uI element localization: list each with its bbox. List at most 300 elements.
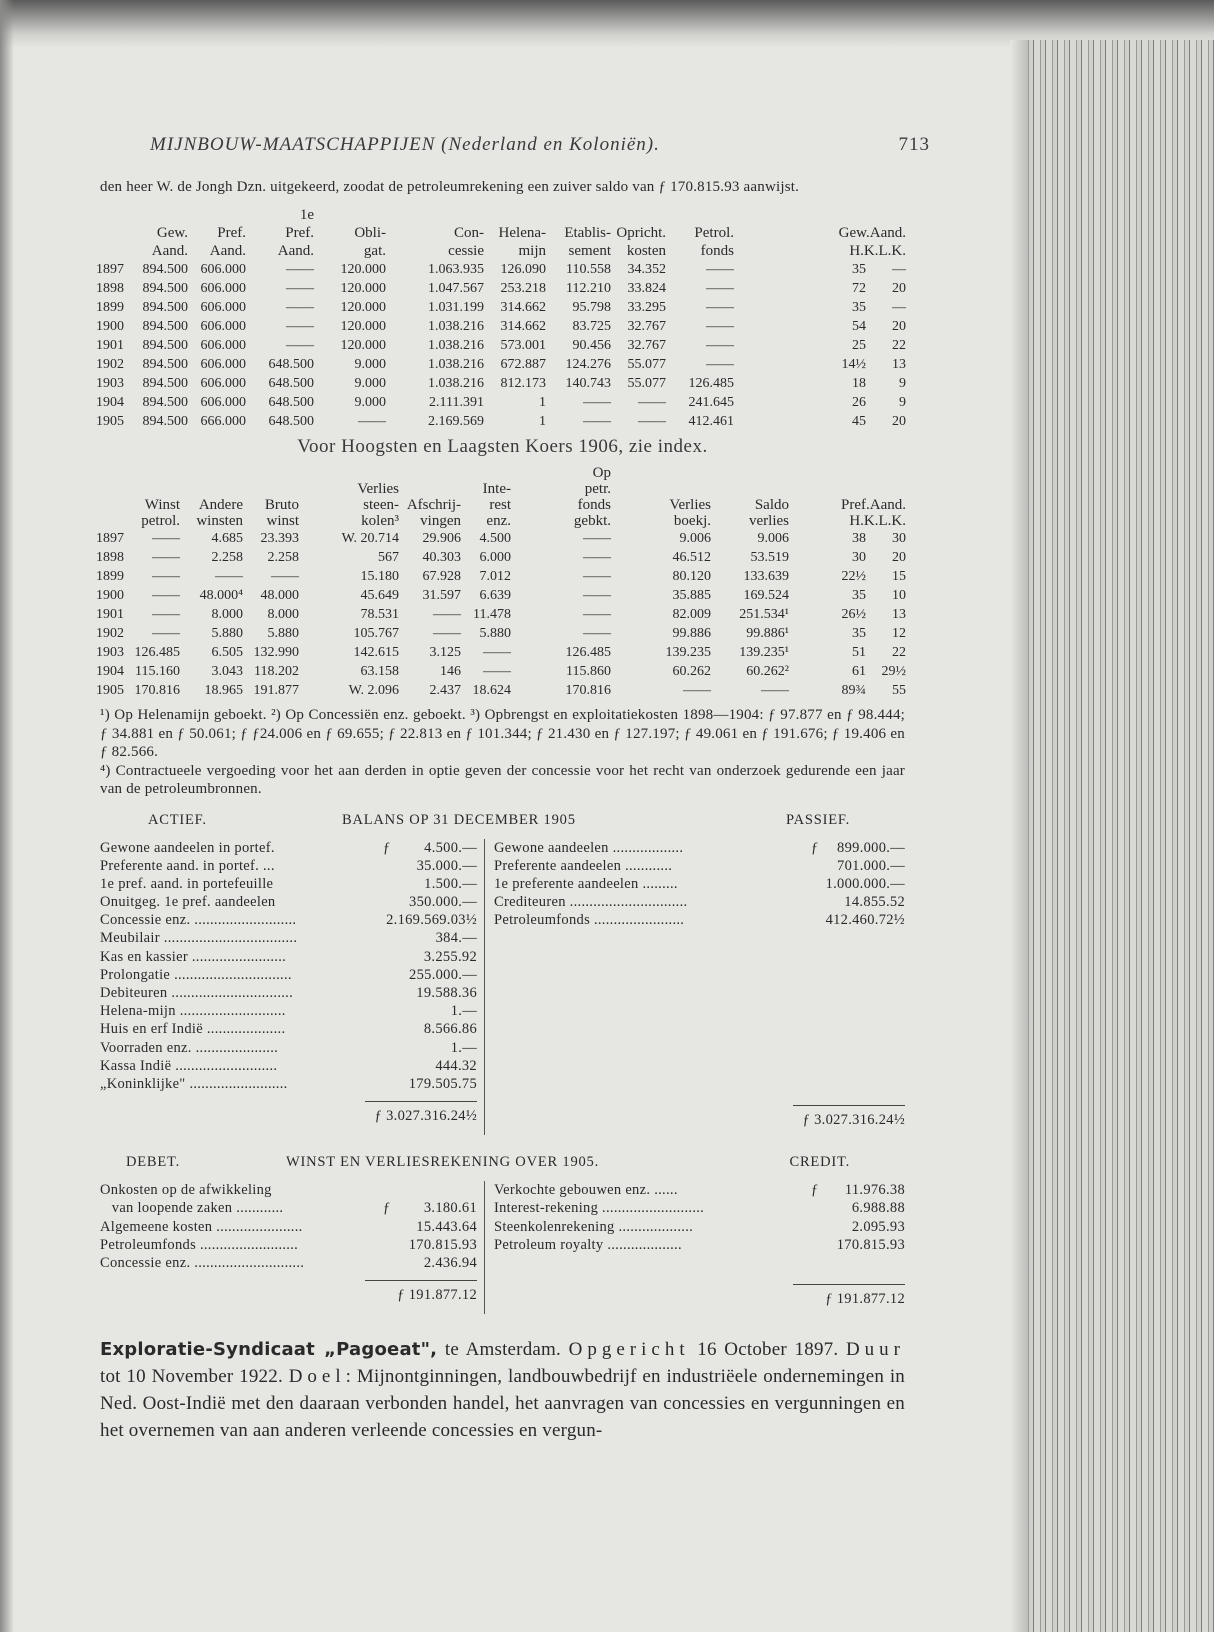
- account-line: [494, 875, 905, 893]
- table-cell: ——: [706, 357, 734, 372]
- account-line: [494, 1236, 905, 1254]
- table-cell: 55.077: [627, 376, 666, 391]
- florin-sign: [811, 857, 825, 875]
- spacer: [704, 1199, 811, 1217]
- actief-label: ACTIEF.: [148, 811, 207, 828]
- table-row: [96, 548, 906, 567]
- table-cell: ——: [583, 414, 611, 429]
- column-header: Verlies steen- kolen³: [357, 481, 399, 529]
- table-cell: 666.000: [200, 414, 246, 429]
- table-cell: 46.512: [672, 550, 711, 565]
- table-cell: 8.000: [267, 607, 299, 622]
- table-cell: 3.043: [211, 664, 243, 679]
- account-label: 1e pref. aand. in portefeuille: [100, 875, 274, 892]
- table-cell: 606.000: [200, 262, 246, 277]
- table-cell: 29.906: [422, 531, 461, 546]
- table-cell: 6.000: [479, 550, 511, 565]
- spacer: [283, 1199, 383, 1217]
- account-amount: 2.095.93: [851, 1218, 905, 1235]
- florin-sign: [372, 911, 386, 929]
- table-cell: 606.000: [200, 281, 246, 296]
- column-header: Saldo verlies: [749, 497, 789, 529]
- table-cell: 126.090: [500, 262, 546, 277]
- table-cell: ——: [583, 569, 611, 584]
- table-cell: 12: [892, 626, 906, 641]
- table-cell: 2.111.391: [429, 395, 484, 410]
- table-cell: 126.485: [134, 645, 180, 660]
- account-label: Preferente aand. in portef. ...: [100, 857, 275, 874]
- table-cell: ——: [706, 300, 734, 315]
- table-cell: 132.990: [253, 645, 299, 660]
- spacer: [684, 911, 811, 929]
- account-line: [100, 948, 477, 966]
- year-cell: 1898: [96, 550, 124, 565]
- table-cell: 35: [852, 300, 866, 315]
- account-amount: 19.588.36: [416, 985, 477, 1001]
- year-cell: 1901: [96, 338, 124, 353]
- table-cell: ——: [638, 414, 666, 429]
- account-label: Gewone aandeelen ..................: [494, 839, 684, 856]
- column-header: Con- cessie: [448, 225, 484, 259]
- account-label: van loopende zaken ............: [100, 1200, 284, 1217]
- debet-list: [100, 1181, 485, 1272]
- table-cell: 894.500: [142, 395, 188, 410]
- account-line: [100, 1181, 477, 1199]
- table-cell: ——: [638, 395, 666, 410]
- account-line: [100, 911, 477, 929]
- table-cell: 60.262²: [746, 664, 789, 679]
- florin-sign: [383, 1254, 397, 1272]
- running-header: [150, 134, 930, 156]
- table-cell: 45.649: [360, 588, 399, 603]
- florin-sign: [383, 1236, 397, 1254]
- florin-sign: [383, 857, 397, 875]
- table-cell: 30: [892, 531, 906, 546]
- year-cell: 1904: [96, 664, 124, 679]
- account-line: [100, 1039, 477, 1057]
- table-cell: ——: [286, 262, 314, 277]
- account-amount: 4.500.—: [424, 839, 477, 856]
- table-cell: ——: [271, 569, 299, 584]
- table-cell: 314.662: [500, 319, 546, 334]
- florin-sign: [811, 911, 825, 929]
- spacer: [297, 929, 383, 947]
- table-row: [96, 355, 906, 374]
- passief-total: ƒ 3.027.316.24½: [793, 1105, 905, 1129]
- account-label: Debiteuren ...............................: [100, 985, 294, 1001]
- table-cell: 648.500: [268, 414, 314, 429]
- table-cell: 67.928: [422, 569, 461, 584]
- table-cell: ——: [706, 281, 734, 296]
- actief-total: ƒ 3.027.316.24½: [365, 1101, 477, 1129]
- account-amount: 170.815.93: [836, 1236, 905, 1253]
- table-cell: ——: [583, 550, 611, 565]
- spacer: [693, 1218, 811, 1236]
- account-amount: 1.—: [450, 1003, 477, 1020]
- account-amount: 701.000.—: [837, 857, 905, 874]
- account-label: Preferente aandeelen ............: [494, 857, 673, 874]
- table-cell: 115.160: [135, 664, 180, 679]
- table-cell: 33.824: [627, 281, 666, 296]
- account-amount: 412.460.72½: [825, 912, 905, 929]
- table-cell: 894.500: [142, 262, 188, 277]
- table-cell: 606.000: [200, 319, 246, 334]
- table-cell: 55.077: [627, 357, 666, 372]
- account-label: Petroleumfonds .......................: [494, 912, 685, 929]
- table-cell: 133.639: [743, 569, 789, 584]
- table-cell: 29½: [881, 664, 906, 679]
- spacer: [304, 1254, 383, 1272]
- table-cell: 606.000: [200, 357, 246, 372]
- florin-sign: [811, 875, 825, 893]
- account-amount: 3.180.61: [423, 1200, 477, 1217]
- actief-list: [100, 839, 485, 1094]
- table-cell: 1.038.216: [428, 376, 484, 391]
- table-cell: 99.886¹: [746, 626, 789, 641]
- column-header: Opricht. kosten: [616, 225, 666, 259]
- account-label: Huis en erf Indië ....................: [100, 1021, 286, 1038]
- account-line: [100, 984, 477, 1002]
- table-cell: 7.012: [479, 569, 511, 584]
- account-amount: [397, 1181, 477, 1199]
- winst-title: WINST EN VERLIESREKENING OVER 1905.: [286, 1154, 600, 1171]
- table-cell: 48.000⁴: [199, 588, 243, 603]
- balans-totals: [100, 1093, 905, 1135]
- table-cell: 9.000: [354, 395, 386, 410]
- table-cell: 38: [852, 531, 866, 546]
- table-row: [96, 279, 906, 298]
- footnote-2: ²) Op Concessiën enz. geboekt.: [271, 707, 466, 723]
- duur-value: tot 10 November 1922.: [100, 1366, 289, 1388]
- table-cell: ——: [583, 588, 611, 603]
- doel-text: : Mijnontginningen, landbouwbedrijf en industriëele ondernemingen in Ned. Oost-Indië met den daaraan verbonden handel, het aanvragen van concessies en vergunningen en het overnemen van aan anderen verleende concessies en vergun-: [100, 1366, 905, 1442]
- debet-label: DEBET.: [126, 1154, 181, 1171]
- balans-body: [100, 839, 905, 1094]
- florin-sign: ƒ: [811, 1182, 819, 1199]
- table-row: [96, 662, 906, 681]
- account-label: Concessie enz. ..........................: [100, 912, 297, 929]
- table-cell: 10: [892, 588, 906, 603]
- year-cell: 1903: [96, 376, 124, 391]
- table-cell: 2.169.569: [428, 414, 484, 429]
- account-label: Kas en kassier ........................: [100, 948, 287, 965]
- table-cell: ——: [358, 414, 386, 429]
- table-cell: 191.877: [253, 683, 299, 698]
- table-cell: W. 20.714: [341, 531, 399, 546]
- table-cell: 45: [852, 414, 866, 429]
- table-cell: 314.662: [500, 300, 546, 315]
- table-cell: 32.767: [627, 319, 666, 334]
- account-amount: 11.976.38: [844, 1182, 905, 1199]
- account-line: [100, 1199, 477, 1217]
- table-cell: 1.038.216: [428, 357, 484, 372]
- florin-sign: [383, 1075, 397, 1093]
- account-label: Steenkolenrekening ...................: [494, 1218, 694, 1235]
- florin-sign: ƒ: [811, 839, 819, 856]
- table-cell: ——: [152, 569, 180, 584]
- table-cell: ——: [761, 683, 789, 698]
- table-row: [96, 643, 906, 662]
- table-cell: 9.006: [679, 531, 711, 546]
- spacer: [272, 1181, 383, 1199]
- florin-sign: [811, 1199, 825, 1217]
- table-cell: 53.519: [750, 550, 789, 565]
- year-cell: 1900: [96, 319, 124, 334]
- footnotes: [100, 706, 905, 799]
- table-cell: 1: [539, 395, 546, 410]
- book-page-edges: [1010, 40, 1214, 1632]
- account-amount: 2.436.94: [423, 1254, 477, 1271]
- table-cell: 169.524: [743, 588, 789, 603]
- table-cell: ——: [483, 645, 511, 660]
- table-cell: 60.262: [672, 664, 711, 679]
- table-cell: 142.615: [353, 645, 399, 660]
- table-cell: 31.597: [422, 588, 461, 603]
- table-cell: ——: [152, 626, 180, 641]
- table-cell: 170.816: [565, 683, 611, 698]
- table-cell: —: [892, 300, 906, 315]
- spacer: [288, 1075, 383, 1093]
- florin-sign: [383, 966, 397, 984]
- table-row: [96, 393, 906, 412]
- account-amount: 2.169.569.03½: [386, 912, 477, 929]
- table-cell: 23.393: [260, 531, 299, 546]
- spacer: [273, 875, 383, 893]
- table-row: [96, 374, 906, 393]
- table-cell: 5.880: [267, 626, 299, 641]
- account-line: [100, 857, 477, 875]
- table-cell: 648.500: [268, 376, 314, 391]
- table-cell: 812.173: [500, 376, 546, 391]
- account-label: Onuitgeg. 1e pref. aandeelen: [100, 894, 276, 911]
- table-cell: ——: [583, 531, 611, 546]
- table-cell: 9.000: [354, 357, 386, 372]
- table-cell: ——: [706, 338, 734, 353]
- spacer: [286, 948, 383, 966]
- account-line: [100, 1075, 477, 1093]
- table-cell: 20: [892, 414, 906, 429]
- account-label: Meubilair ..................................: [100, 930, 298, 947]
- year-cell: 1904: [96, 395, 124, 410]
- table-cell: 124.276: [565, 357, 611, 372]
- florin-sign: [811, 1218, 825, 1236]
- table-cell: 1: [539, 414, 546, 429]
- florin-sign: [811, 1236, 825, 1254]
- column-header: Inte- rest enz.: [482, 481, 511, 529]
- column-header: Helena- mijn: [498, 225, 546, 259]
- table-cell: ——: [583, 626, 611, 641]
- table-cell: 48.000: [260, 588, 299, 603]
- table-cell: 35: [852, 262, 866, 277]
- table-cell: 894.500: [142, 338, 188, 353]
- table-cell: 9: [899, 376, 906, 391]
- account-line: [494, 857, 905, 875]
- table-row: [96, 336, 906, 355]
- table-cell: 13: [892, 607, 906, 622]
- table-cell: 2.258: [211, 550, 243, 565]
- balans-title: BALANS OP 31 DECEMBER 1905: [342, 811, 576, 828]
- florin-sign: [811, 893, 825, 911]
- intro-paragraph: den heer W. de Jongh Dzn. uitgekeerd, zoodat de petroleumrekening een zuiver saldo van ƒ 170.815.93 aanwijst.: [100, 179, 800, 195]
- table-cell: 13: [892, 357, 906, 372]
- year-cell: 1900: [96, 588, 124, 603]
- florin-sign: [383, 929, 397, 947]
- table-cell: 120.000: [340, 300, 386, 315]
- table-row: [96, 624, 906, 643]
- table-cell: 4.500: [479, 531, 511, 546]
- table-cell: 412.461: [688, 414, 734, 429]
- account-amount: 1.—: [450, 1039, 477, 1056]
- table-cell: 1.047.567: [428, 281, 484, 296]
- table-cell: 20: [892, 281, 906, 296]
- table-cell: 63.158: [360, 664, 399, 679]
- year-cell: 1899: [96, 569, 124, 584]
- account-amount: 179.505.75: [408, 1075, 477, 1092]
- year-cell: 1902: [96, 357, 124, 372]
- table-cell: 1.063.935: [428, 262, 484, 277]
- table-cell: ——: [215, 569, 243, 584]
- table-cell: 32.767: [627, 338, 666, 353]
- table-row: [96, 317, 906, 336]
- table-cell: 72: [852, 281, 866, 296]
- account-amount: 384.—: [435, 930, 477, 947]
- table-cell: 606.000: [200, 395, 246, 410]
- account-label: Onkosten op de afwikkeling: [100, 1182, 272, 1199]
- florin-sign: [383, 893, 397, 911]
- column-header: Op petr. fonds gebkt.: [573, 465, 611, 529]
- table-cell: 22: [892, 338, 906, 353]
- table-cell: ——: [706, 319, 734, 334]
- debet-total: ƒ 191.877.12: [365, 1280, 477, 1308]
- table-cell: 894.500: [142, 414, 188, 429]
- table-row: [96, 586, 906, 605]
- spacer: [292, 966, 383, 984]
- table-cell: ——: [706, 262, 734, 277]
- table-cell: 6.639: [479, 588, 511, 603]
- table-row: [96, 567, 906, 586]
- column-header: Obli- gat.: [354, 225, 386, 259]
- table-cell: 105.767: [353, 626, 399, 641]
- spacer: [275, 839, 383, 857]
- year-cell: 1897: [96, 262, 124, 277]
- credit-total: ƒ 191.877.12: [793, 1284, 905, 1308]
- year-cell: 1898: [96, 281, 124, 296]
- table-cell: ——: [583, 607, 611, 622]
- account-amount: 899.000.—: [837, 839, 905, 856]
- table-row: [96, 298, 906, 317]
- column-header: 1e Pref. Aand.: [277, 207, 314, 259]
- spacer: [277, 1057, 383, 1075]
- account-line: [100, 1057, 477, 1075]
- spacer: [683, 839, 811, 857]
- account-line: [100, 875, 477, 893]
- table-cell: 118.202: [254, 664, 299, 679]
- spacer: [275, 857, 383, 875]
- florin-sign: [383, 1057, 397, 1075]
- table-cell: 8.000: [211, 607, 243, 622]
- table-cell: 4.685: [211, 531, 243, 546]
- table-cell: 35.885: [672, 588, 711, 603]
- florin-sign: ƒ: [383, 839, 391, 856]
- column-header: Gew. Aand.: [151, 225, 188, 259]
- winst-totals: [100, 1272, 905, 1314]
- account-line: [494, 911, 905, 929]
- account-line: [100, 1254, 477, 1272]
- account-amount: 15.443.64: [416, 1218, 477, 1235]
- table-cell: 139.235¹: [739, 645, 789, 660]
- running-title: MIJNBOUW-MAATSCHAPPIJEN (Nederland en Koloniën).: [150, 134, 660, 155]
- table-cell: 894.500: [142, 319, 188, 334]
- account-line: [494, 1218, 905, 1236]
- table-cell: 573.001: [500, 338, 546, 353]
- table-cell: 139.235: [665, 645, 711, 660]
- table-cell: 35: [852, 626, 866, 641]
- table-cell: ——: [433, 607, 461, 622]
- column-header: [96, 206, 126, 260]
- table-cell: 55: [892, 683, 906, 698]
- account-label: Algemeene kosten ......................: [100, 1218, 303, 1235]
- account-line: [494, 1199, 905, 1217]
- spacer: [275, 893, 383, 911]
- winst-heading: [100, 1151, 905, 1173]
- table-cell: 35: [852, 588, 866, 603]
- table-row: [96, 412, 906, 431]
- table-cell: 1.031.199: [428, 300, 484, 315]
- table-cell: 115.860: [566, 664, 611, 679]
- account-label: Concessie enz. ............................: [100, 1254, 305, 1271]
- account-line: [100, 966, 477, 984]
- table-row: [96, 605, 906, 624]
- table-row: [96, 681, 906, 700]
- table-cell: 894.500: [142, 376, 188, 391]
- florin-sign: [383, 948, 397, 966]
- table-cell: 2.437: [429, 683, 461, 698]
- page-body: [96, 178, 906, 1444]
- table-cell: ——: [286, 338, 314, 353]
- table-cell: 95.798: [572, 300, 611, 315]
- account-line: [494, 839, 905, 857]
- table-cell: 120.000: [340, 319, 386, 334]
- column-header: [96, 465, 124, 529]
- account-line: [100, 1218, 477, 1236]
- koers-note: Voor Hoogsten en Laagsten Koers 1906, zie index.: [297, 436, 708, 457]
- account-label: Petroleum royalty ...................: [494, 1236, 682, 1253]
- table-cell: 11.478: [473, 607, 511, 622]
- table-cell: 9.000: [354, 376, 386, 391]
- account-amount: 1.500.—: [424, 875, 477, 892]
- capital-table: [96, 206, 906, 431]
- account-line: [100, 839, 477, 857]
- table-cell: 567: [378, 550, 399, 565]
- account-amount: 350.000.—: [409, 894, 477, 911]
- florin-sign: [383, 1039, 397, 1057]
- table-cell: 6.505: [211, 645, 243, 660]
- table-cell: ——: [152, 607, 180, 622]
- table-cell: 241.645: [688, 395, 734, 410]
- table-cell: 1.038.216: [428, 338, 484, 353]
- table-cell: 18: [852, 376, 866, 391]
- table-cell: —: [892, 262, 906, 277]
- florin-sign: ƒ: [383, 1200, 391, 1217]
- table-cell: 22: [892, 645, 906, 660]
- table-cell: ——: [433, 626, 461, 641]
- company-entry: [100, 1336, 905, 1444]
- account-label: Helena-mijn ...........................: [100, 1003, 286, 1020]
- scan-left-shadow: [0, 0, 14, 1632]
- table-cell: 5.880: [479, 626, 511, 641]
- florin-sign: [383, 1020, 397, 1038]
- table-cell: W. 2.096: [348, 683, 399, 698]
